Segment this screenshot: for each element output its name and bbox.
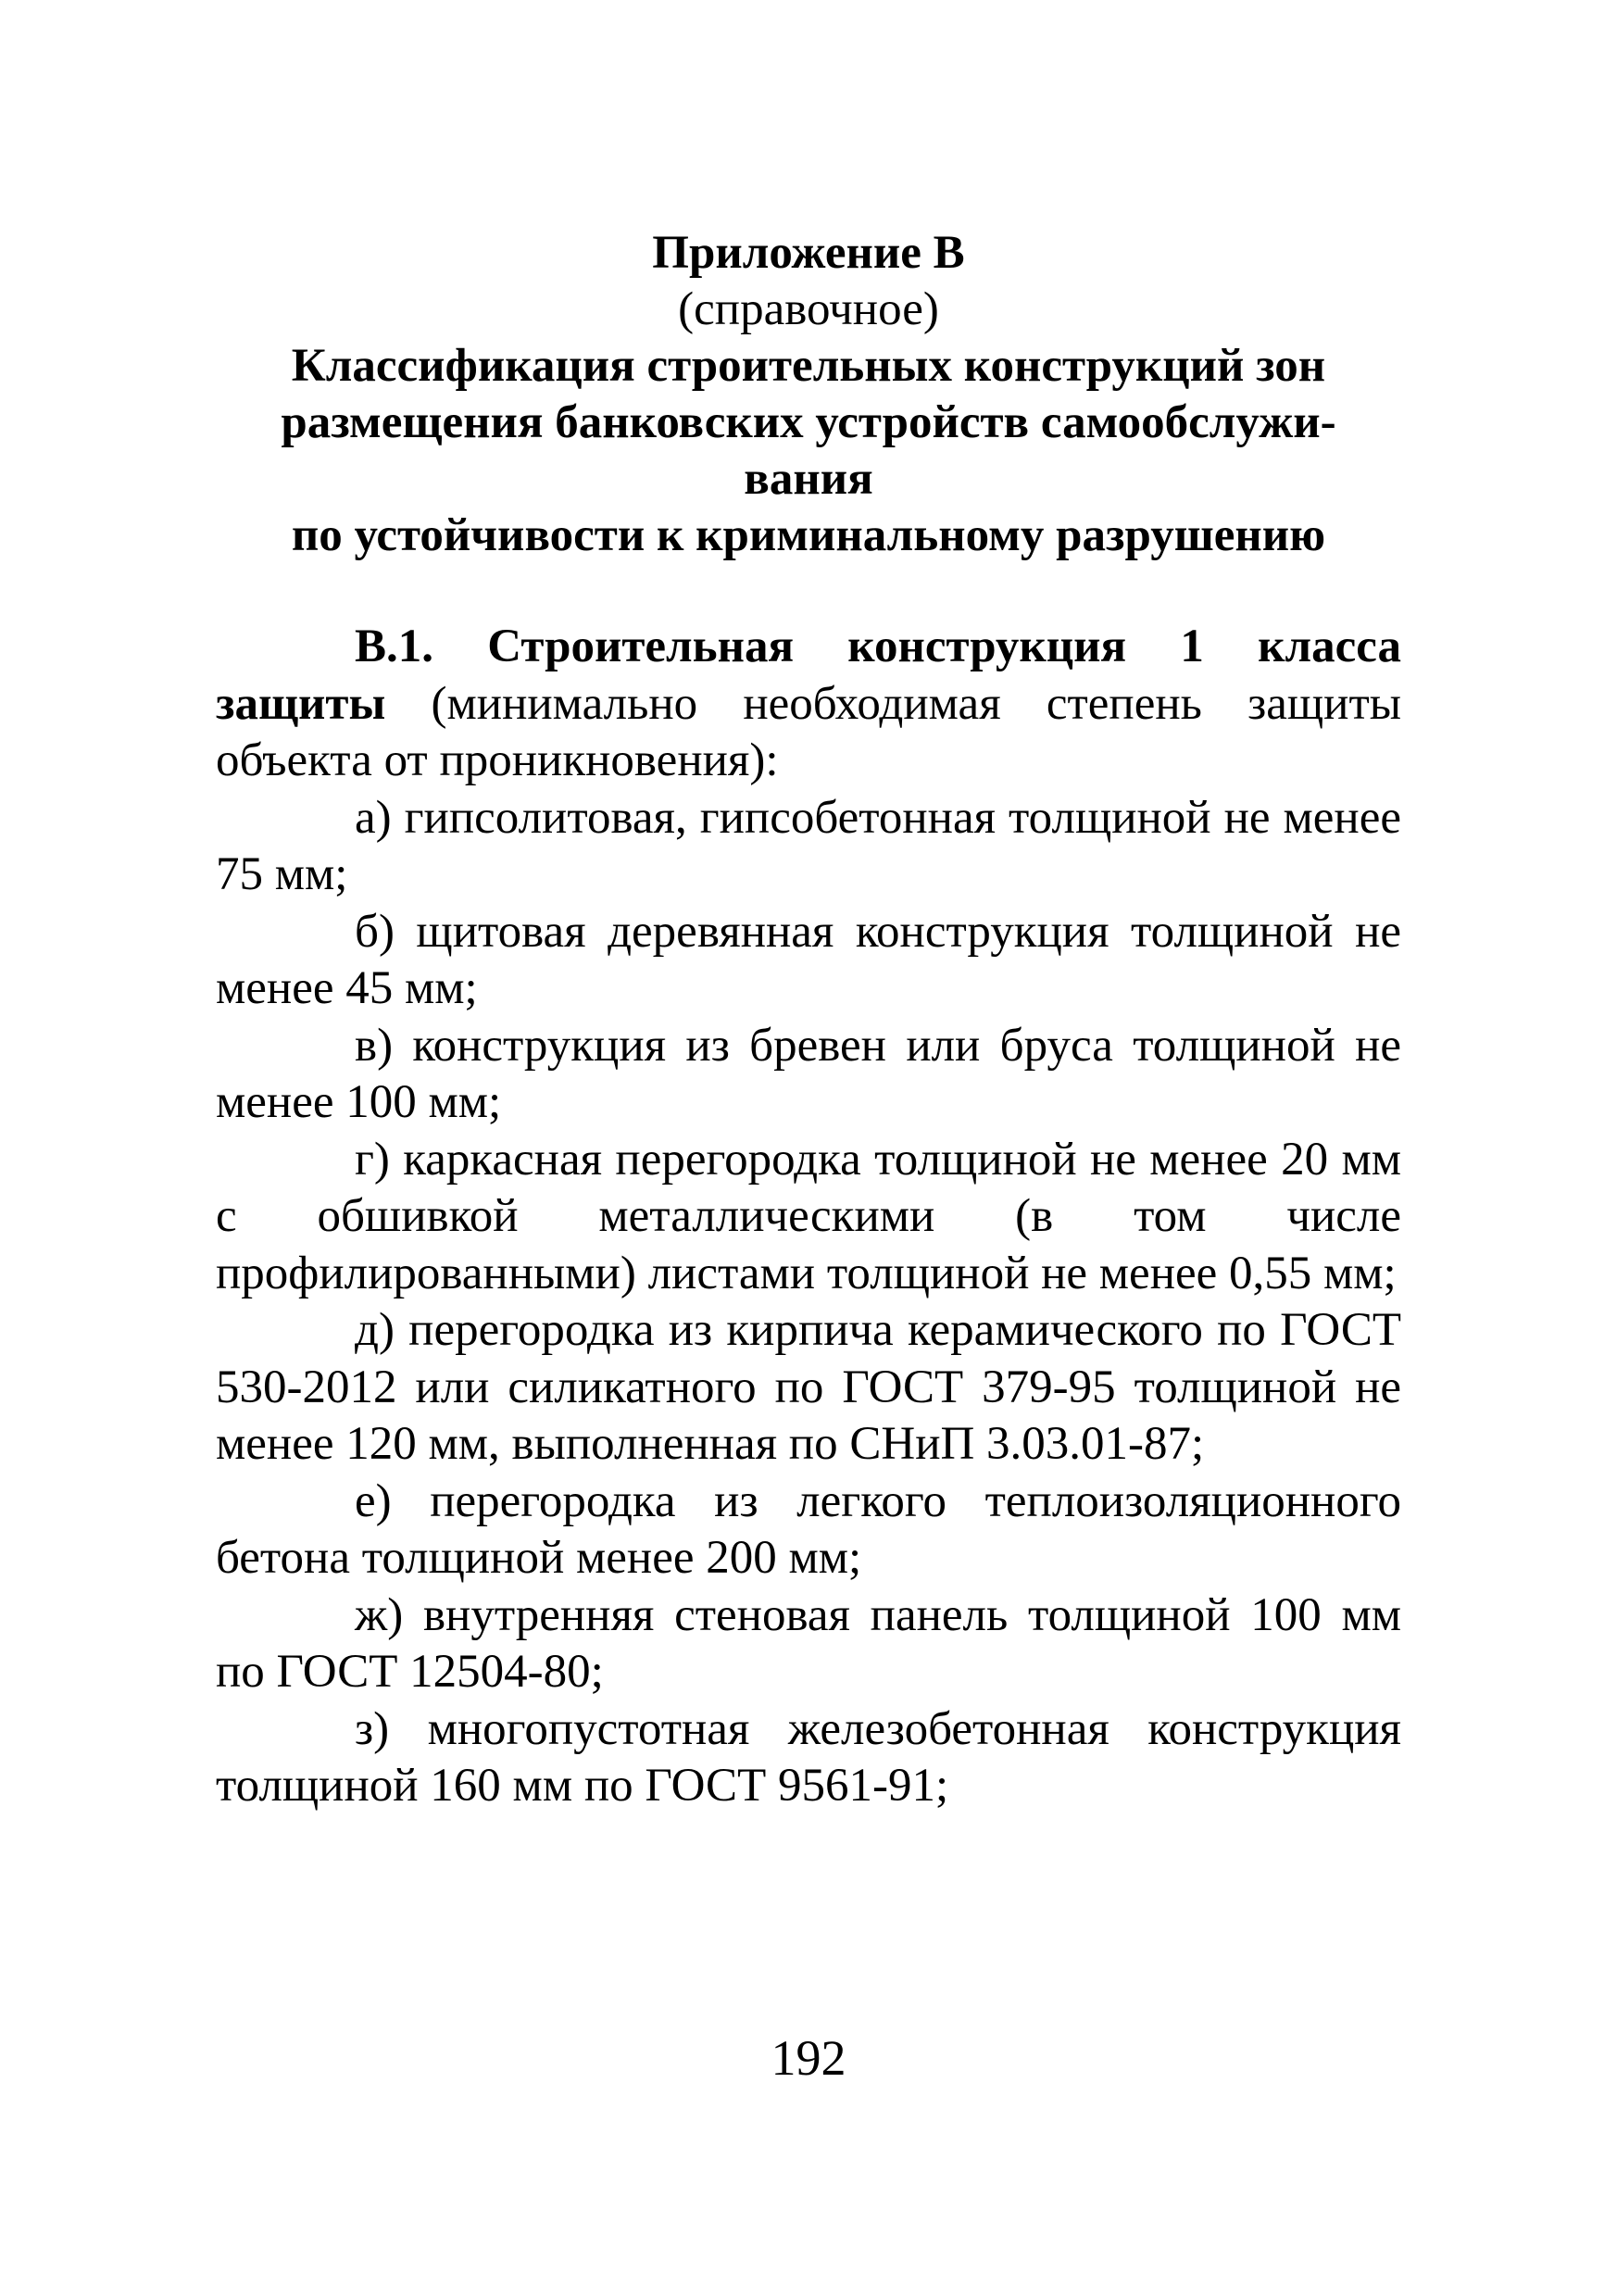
appendix-status: (справочное) bbox=[678, 283, 939, 335]
list-item: а) гипсолитовая, гипсобетонная толщиной не менее 75 мм; bbox=[216, 791, 1401, 900]
list-item: г) каркасная перегородка толщиной не менее 20 мм с обшивкой металлическими (в том числе профилированными) листами толщиной не менее 0,55 мм; bbox=[216, 1133, 1401, 1299]
list-item: б) щитовая деревянная конструкция толщиной не менее 45 мм; bbox=[216, 905, 1401, 1014]
title-line: вания bbox=[744, 453, 873, 505]
section-intro bbox=[216, 619, 1401, 790]
page-number: 192 bbox=[771, 2030, 846, 2086]
list-item: ж) внутренняя стеновая панель толщиной 100 мм по ГОСТ 12504-80; bbox=[216, 1588, 1401, 1698]
appendix-label: Приложение В bbox=[652, 227, 965, 279]
list-item: д) перегородка из кирпича керамического по ГОСТ 530-2012 или силикатного по ГОСТ 379-95 толщиной не менее 120 мм, выполненная по СНиП 3.03.01-87; bbox=[216, 1304, 1401, 1470]
appendix-heading bbox=[216, 225, 1401, 564]
list-item: в) конструкция из бревен или бруса толщиной не менее 100 мм; bbox=[216, 1019, 1401, 1128]
section-lead-text: (минимально необходимая степень защиты объекта от проникновения): bbox=[216, 677, 1401, 786]
title-line: Классификация строительных конструкций зон bbox=[291, 340, 1326, 392]
list-item: е) перегородка из легкого теплоизоляционного бетона толщиной менее 200 мм; bbox=[216, 1474, 1401, 1584]
section-lead-bold: В.1. Строительная конструкция 1 класса защиты bbox=[216, 621, 1401, 730]
title-line: по устойчивости к криминальному разрушению bbox=[291, 509, 1326, 561]
list-item: з) многопустотная железобетонная конструкция толщиной 160 мм по ГОСТ 9561-91; bbox=[216, 1702, 1401, 1812]
title-line: размещения банковских устройств самообслужи- bbox=[281, 396, 1336, 448]
section-body bbox=[216, 619, 1401, 1815]
